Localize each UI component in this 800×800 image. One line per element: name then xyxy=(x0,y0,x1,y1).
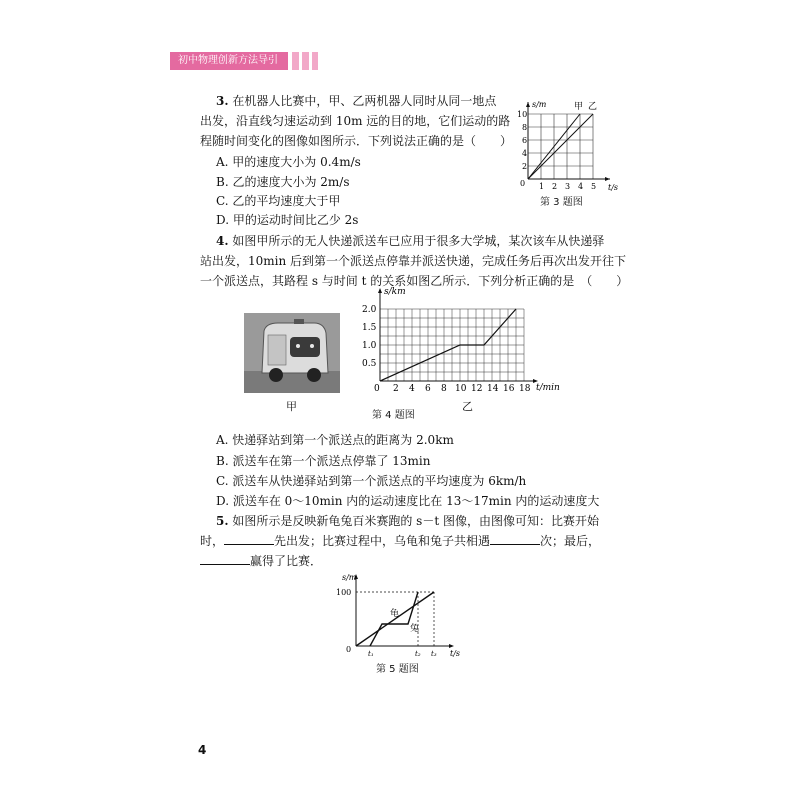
q3-ytick: 6 xyxy=(522,136,528,145)
q3-option-c: C. 乙的平均速度大于甲 xyxy=(216,194,341,208)
q4-option-a: A. 快递驿站到第一个派送点的距离为 2.0km xyxy=(216,433,454,447)
q5-line-1: 5. 如图所示是反映新龟兔百米赛跑的 s－t 图像，由图像可知：比赛开始 xyxy=(216,514,599,528)
q5-xlabel: t/s xyxy=(450,649,461,658)
q4-y-arrow xyxy=(378,288,382,293)
q3-xlabel: t/s xyxy=(608,183,619,192)
q4-line-2: 站出发，10min 后到第一个派送点停靠并派送快递，完成任务后再次出发开往下 xyxy=(200,254,627,268)
q3-ytick: 10 xyxy=(517,110,528,119)
q5-t2: t₂ xyxy=(415,650,421,658)
header-tab xyxy=(292,52,299,70)
q5-chart xyxy=(332,572,472,662)
q4-option-c: C. 派送车从快递驿站到第一个派送点的平均速度为 6km/h xyxy=(216,474,527,488)
q3-ytick: 8 xyxy=(522,123,528,132)
q3-xtick: 4 xyxy=(578,182,584,191)
q3-origin: 0 xyxy=(520,179,526,188)
q5-label-tortoise: 龟 xyxy=(390,609,400,619)
q3-line-2: 出发，沿直线匀速运动到 10m 远的目的地，它们运动的路 xyxy=(200,114,511,128)
q3-caption: 第 3 题图 xyxy=(540,197,583,208)
q4-grid xyxy=(380,309,524,381)
header-tab xyxy=(302,52,309,70)
q3-line-yi xyxy=(528,114,593,179)
q3-xtick: 3 xyxy=(565,182,571,191)
q5-label-rabbit: 兔 xyxy=(410,624,420,634)
q4-caption: 第 4 题图 xyxy=(372,410,415,421)
q4-label-yi: 乙 xyxy=(462,400,473,413)
q3-option-b: B. 乙的速度大小为 2m/s xyxy=(216,175,350,189)
header-tab xyxy=(312,52,318,70)
q5-line-2: 时， 先出发；比赛过程中，乌龟和兔子共相遇 次；最后， xyxy=(200,534,601,548)
q3-option-a: A. 甲的速度大小为 0.4m/s xyxy=(216,155,361,169)
q4-option-b: B. 派送车在第一个派送点停靠了 13min xyxy=(216,454,431,468)
q3-x-arrow xyxy=(605,177,610,181)
q5-tortoise-line xyxy=(356,592,434,646)
q5-blank-1[interactable] xyxy=(224,532,274,545)
q5-t1: t₁ xyxy=(368,650,374,658)
q4-xtick: 14 xyxy=(487,384,499,394)
q4-ytick: 1.5 xyxy=(362,323,377,333)
q4-xtick: 12 xyxy=(471,384,483,394)
q3-xtick: 2 xyxy=(552,182,558,191)
q4-xtick: 8 xyxy=(441,384,447,394)
q4-ytick: 0.5 xyxy=(362,359,377,369)
q4-xtick: 18 xyxy=(519,384,531,394)
q3-xtick: 5 xyxy=(591,182,597,191)
q3-option-d: D. 甲的运动时间比乙少 2s xyxy=(216,213,359,227)
header-bar xyxy=(170,52,288,70)
q4-xtick: 2 xyxy=(393,384,399,394)
q5-t3: t₃ xyxy=(431,650,437,658)
q3-number: 3. xyxy=(216,94,229,108)
q4-number: 4. xyxy=(216,234,229,248)
q4-ylabel: s/km xyxy=(384,287,406,297)
q3-ylabel: s/m xyxy=(532,100,547,109)
header-title: 初中物理创新方法导引 xyxy=(178,55,278,66)
q5-number: 5. xyxy=(216,514,229,528)
q5-x-arrow xyxy=(449,644,454,648)
q4-line-1: 4. 如图甲所示的无人快递派送车已应用于很多大学城，某次该车从快递驿 xyxy=(216,234,605,248)
q3-line-3: 程随时间变化的图像如图所示．下列说法正确的是（ ） xyxy=(200,134,513,148)
q4-ytick: 2.0 xyxy=(362,305,377,315)
q3-ytick: 4 xyxy=(522,149,528,158)
q4-xtick: 4 xyxy=(409,384,415,394)
q3-label-jia: 甲 xyxy=(574,102,584,112)
q3-chart xyxy=(512,98,622,198)
q4-line-3: 一个派送点，其路程 s 与时间 t 的关系如图乙所示．下列分析正确的是 （ ） xyxy=(200,274,629,288)
q4-chart xyxy=(352,282,572,402)
q3-xtick: 1 xyxy=(539,182,545,191)
q5-blank-3[interactable] xyxy=(200,552,250,565)
q4-xtick: 6 xyxy=(425,384,431,394)
q4-origin: 0 xyxy=(374,384,380,394)
q5-origin: 0 xyxy=(346,645,352,654)
q3-line-1: 3. 在机器人比赛中，甲、乙两机器人同时从同一地点 xyxy=(216,94,497,108)
q4-option-d: D. 派送车在 0～10min 内的运动速度比在 13～17min 内的运动速度大 xyxy=(216,494,600,508)
q3-label-yi: 乙 xyxy=(588,102,598,112)
q5-blank-2[interactable] xyxy=(490,532,540,545)
q3-ytick: 2 xyxy=(522,162,528,171)
q4-label-jia: 甲 xyxy=(286,400,297,413)
q3-y-arrow xyxy=(526,102,530,107)
q4-xtick: 10 xyxy=(455,384,467,394)
page-number: 4 xyxy=(198,743,207,757)
q4-vehicle-photo xyxy=(244,313,340,393)
q5-line-3: 赢得了比赛． xyxy=(200,552,322,570)
q5-ylabel: s/m xyxy=(342,573,357,582)
q5-caption: 第 5 题图 xyxy=(376,664,419,675)
q5-ytick-100: 100 xyxy=(336,588,352,597)
q4-xlabel: t/min xyxy=(536,383,560,393)
q4-ytick: 1.0 xyxy=(362,341,377,351)
q4-xtick: 16 xyxy=(503,384,515,394)
